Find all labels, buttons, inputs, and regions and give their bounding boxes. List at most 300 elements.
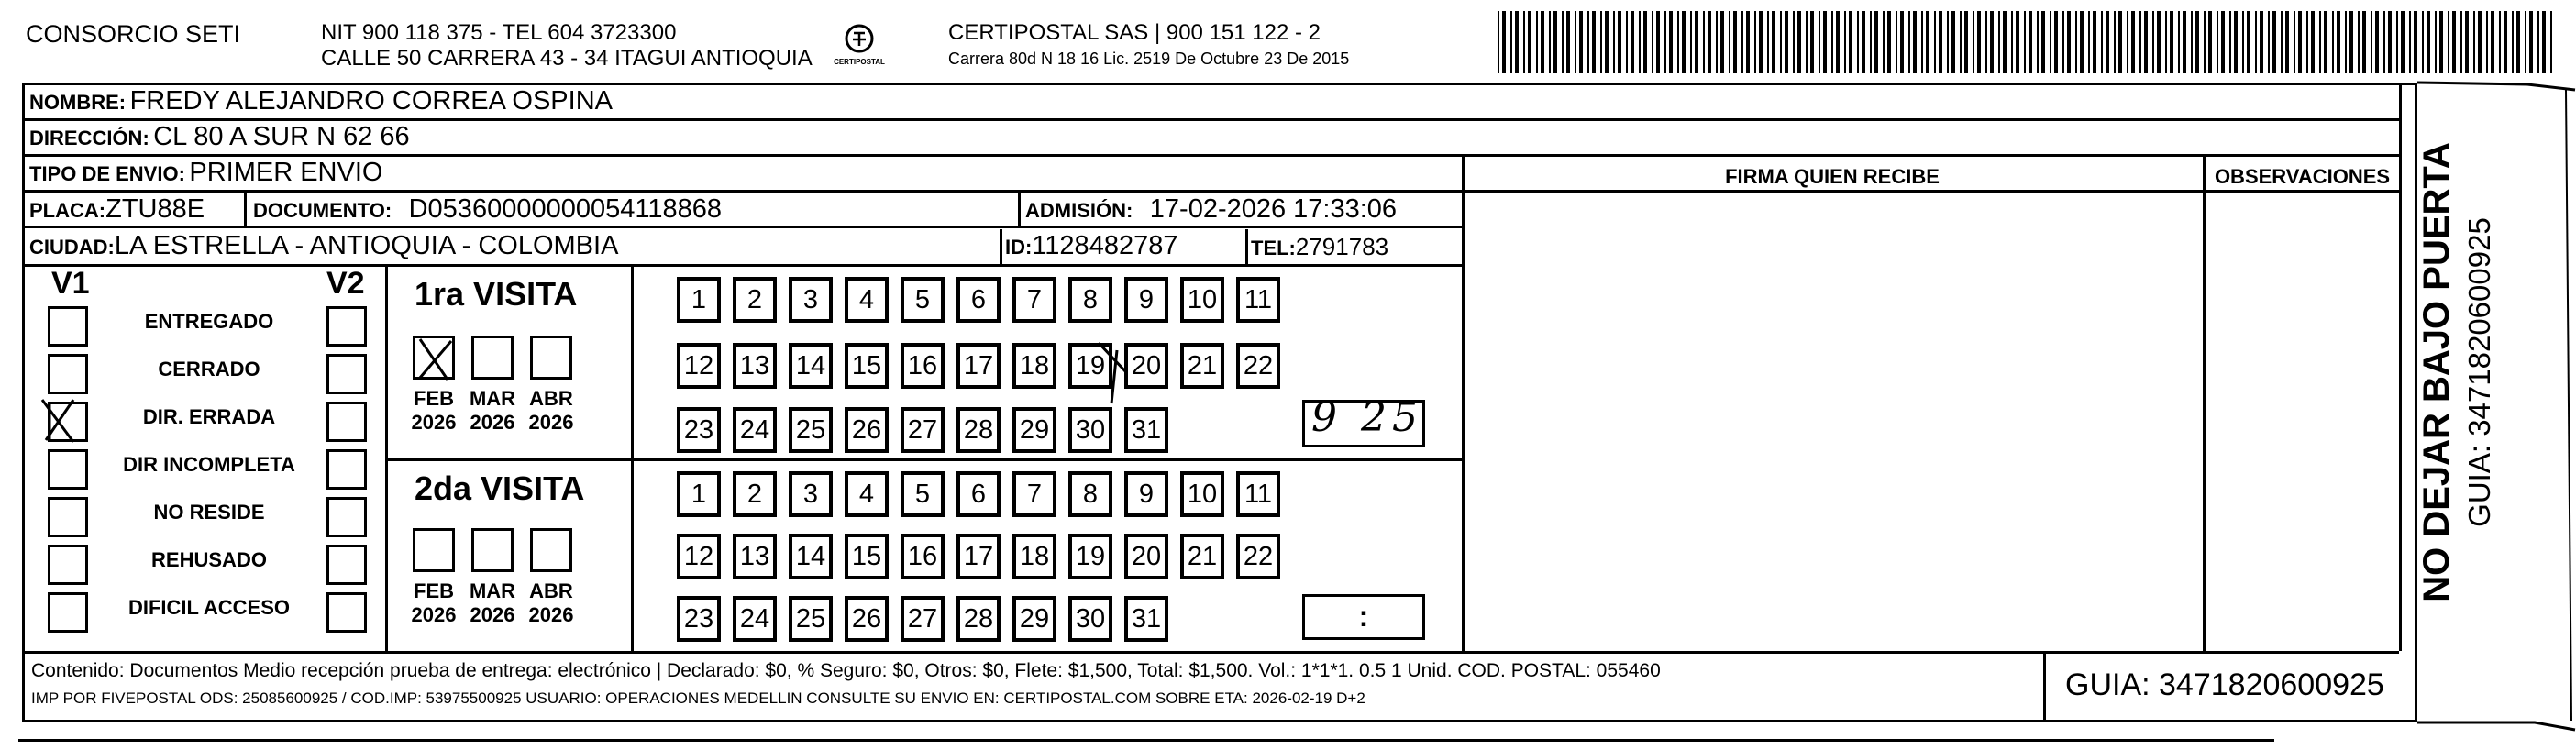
barcode-bar	[2272, 11, 2276, 73]
barcode-bar	[1579, 11, 1583, 73]
barcode-bar	[1652, 11, 1653, 73]
barcode-bar	[1523, 11, 1525, 73]
v2-checkbox[interactable]	[326, 497, 367, 537]
barcode-bar	[2504, 11, 2507, 73]
day-box[interactable]: 16	[901, 534, 945, 579]
day-box[interactable]: 17	[956, 534, 1001, 579]
day-box[interactable]: 14	[789, 343, 833, 389]
id-label: ID:	[1005, 236, 1033, 259]
day-box[interactable]: 1	[677, 471, 721, 517]
col-line	[1018, 190, 1021, 226]
barcode-bar	[2375, 11, 2379, 73]
v1-label: V1	[51, 266, 90, 301]
col-line	[1245, 229, 1248, 264]
direccion-label: DIRECCIÓN:	[29, 127, 149, 149]
v2-checkbox[interactable]	[326, 545, 367, 585]
v1-checkbox[interactable]	[48, 497, 88, 537]
day-box[interactable]: 22	[1236, 343, 1280, 389]
month-checkbox[interactable]	[530, 336, 572, 380]
barcode-bar	[2319, 11, 2321, 73]
month-label: FEB	[414, 579, 454, 602]
side-guia: GUIA: 3471820600925	[2462, 217, 2496, 527]
v1-checkbox[interactable]	[48, 545, 88, 585]
barcode-bar	[1939, 11, 1942, 73]
barcode-bar	[1566, 11, 1570, 73]
barcode-bar	[1587, 11, 1589, 73]
year-label: 2026	[470, 411, 515, 434]
barcode-bar	[2067, 11, 2071, 73]
day-box[interactable]: 11	[1236, 471, 1280, 517]
day-box[interactable]: 29	[1012, 596, 1056, 642]
barcode-bar	[2029, 11, 2032, 73]
day-box[interactable]: 15	[845, 534, 889, 579]
barcode-bar	[1921, 11, 1923, 73]
barcode-bar	[2349, 11, 2353, 73]
barcode-bar	[2118, 11, 2122, 73]
barcode-bar	[2525, 11, 2526, 73]
footer-imp-line: IMP POR FIVEPOSTAL ODS: 25085600925 / COD.IMP: 53975500925 USUARIO: OPERACIONES MEDELLIN CONSULTE SU ENVIO EN: CERTIPOSTAL.COM SOBRE ETA: 2026-02-19 D+2	[31, 689, 1365, 707]
barcode-bar	[1528, 11, 1531, 73]
day-box[interactable]: 25	[789, 407, 833, 453]
barcode-bar	[1575, 11, 1576, 73]
barcode-bar	[1977, 11, 1981, 73]
day-box[interactable]: 27	[901, 596, 945, 642]
col-line	[2399, 83, 2402, 651]
barcode-bar	[1990, 11, 1994, 73]
barcode-bar	[2448, 11, 2449, 73]
month-label: ABR	[529, 387, 573, 410]
handwritten-x-mark-icon	[409, 334, 460, 389]
barcode-bar	[2542, 11, 2546, 73]
tel-value: 2791783	[1295, 233, 1389, 260]
day-box[interactable]: 20	[1124, 343, 1168, 389]
first-visit-title: 1ra VISITA	[415, 275, 578, 313]
row-line	[22, 226, 1462, 228]
barcode-bar	[2106, 11, 2109, 73]
col-line	[2043, 651, 2046, 722]
barcode-bar	[1720, 11, 1724, 73]
barcode-bar	[2281, 11, 2283, 73]
barcode-bar	[2401, 11, 2405, 73]
barcode-bar	[2427, 11, 2430, 73]
day-box[interactable]: 19	[1068, 534, 1112, 579]
barcode-bar	[1870, 11, 1872, 73]
barcode-bar	[2255, 11, 2257, 73]
year-label: 2026	[470, 603, 515, 626]
barcode-bar	[1695, 11, 1698, 73]
direccion-value: CL 80 A SUR N 62 66	[153, 122, 410, 151]
status-item-label: CERRADO	[158, 358, 260, 381]
day-box[interactable]: 21	[1180, 534, 1224, 579]
barcode-bar	[1643, 11, 1647, 73]
barcode-bar	[2054, 11, 2058, 73]
barcode-bar	[1785, 11, 1788, 73]
day-box[interactable]: 18	[1012, 343, 1056, 389]
barcode	[1498, 11, 2559, 73]
barcode-bar	[1600, 11, 1602, 73]
footer-guia: GUIA: 3471820600925	[2065, 667, 2384, 702]
carrier-line: CERTIPOSTAL SAS | 900 151 122 - 2	[948, 20, 1321, 45]
col-line	[1000, 229, 1002, 264]
admision-row	[1025, 194, 1397, 225]
day-box[interactable]: 4	[845, 471, 889, 517]
barcode-bar	[1716, 11, 1718, 73]
barcode-bar	[1549, 11, 1551, 73]
barcode-bar	[2003, 11, 2007, 73]
handwritten-strike-icon	[1091, 336, 1137, 409]
day-box[interactable]: 9	[1124, 277, 1168, 323]
day-box[interactable]: 4	[845, 277, 889, 323]
barcode-bar	[1708, 11, 1711, 73]
barcode-bar	[1831, 11, 1833, 73]
day-box[interactable]: 20	[1124, 534, 1168, 579]
day-box[interactable]: 2	[733, 471, 777, 517]
day-box[interactable]: 2	[733, 277, 777, 323]
barcode-bar	[2268, 11, 2270, 73]
day-box[interactable]: 23	[677, 407, 721, 453]
barcode-bar	[2050, 11, 2051, 73]
barcode-bar	[1780, 11, 1782, 73]
month-label: ABR	[529, 579, 573, 602]
barcode-bar	[1823, 11, 1827, 73]
barcode-bar	[2345, 11, 2347, 73]
barcode-bar	[2260, 11, 2263, 73]
barcode-bar	[1626, 11, 1628, 73]
col-line	[2203, 154, 2206, 651]
year-label: 2026	[528, 411, 574, 434]
barcode-bar	[2088, 11, 2090, 73]
barcode-bar	[1498, 11, 1499, 73]
tipo-value: PRIMER ENVIO	[189, 158, 383, 187]
year-label: 2026	[411, 411, 457, 434]
day-box[interactable]: 6	[956, 277, 1001, 323]
barcode-bar	[2422, 11, 2424, 73]
second-visit-title: 2da VISITA	[415, 469, 585, 507]
certipostal-logo-icon	[831, 20, 888, 68]
row-line	[1462, 190, 2399, 193]
barcode-bar	[1874, 11, 1878, 73]
day-box[interactable]: 24	[733, 596, 777, 642]
barcode-bar	[1664, 11, 1666, 73]
barcode-bar	[2409, 11, 2411, 73]
barcode-bar	[2486, 11, 2488, 73]
barcode-bar	[2208, 11, 2212, 73]
day-box[interactable]: 13	[733, 534, 777, 579]
barcode-bar	[2152, 11, 2154, 73]
day-box[interactable]: 3	[789, 277, 833, 323]
barcode-bar	[2165, 11, 2167, 73]
col-line	[385, 264, 388, 651]
v1-checkbox[interactable]	[48, 306, 88, 347]
v1-checkbox[interactable]	[48, 354, 88, 394]
v1-checkbox[interactable]	[48, 449, 88, 490]
barcode-bar	[1985, 11, 1987, 73]
ciudad-value: LA ESTRELLA - ANTIOQUIA - COLOMBIA	[114, 231, 619, 260]
barcode-bar	[2024, 11, 2026, 73]
barcode-bar	[2170, 11, 2173, 73]
address-line: CALLE 50 CARRERA 43 - 34 ITAGUI ANTIOQUIA	[321, 46, 813, 71]
barcode-bar	[2306, 11, 2308, 73]
second-time-box: :	[1302, 594, 1425, 640]
admision-value: 17-02-2026 17:33:06	[1149, 194, 1398, 224]
month-label: MAR	[469, 579, 516, 602]
day-box[interactable]: 5	[901, 277, 945, 323]
day-box[interactable]: 17	[956, 343, 1001, 389]
day-box[interactable]: 6	[956, 471, 1001, 517]
barcode-bar	[1605, 11, 1609, 73]
footer-content-line: Contenido: Documentos Medio recepción prueba de entrega: electrónico | Declarado: $0, % Seguro: $0, Otros: $0, Flete: $1,500, Total: $1,500. Vol.: 1*1*1. 0.5 1 Unid. COD. POSTAL: 055460	[31, 660, 1661, 681]
col-line	[244, 190, 247, 226]
barcode-bar	[2183, 11, 2186, 73]
barcode-bar	[2247, 11, 2250, 73]
barcode-bar	[1677, 11, 1679, 73]
day-box[interactable]: 11	[1236, 277, 1280, 323]
v2-checkbox[interactable]	[326, 306, 367, 347]
barcode-bar	[1729, 11, 1730, 73]
barcode-bar	[1631, 11, 1634, 73]
barcode-bar	[2478, 11, 2482, 73]
barcode-bar	[2037, 11, 2039, 73]
barcode-bar	[2234, 11, 2238, 73]
barcode-bar	[1690, 11, 1692, 73]
barcode-bar	[1951, 11, 1955, 73]
barcode-bar	[1947, 11, 1949, 73]
day-box[interactable]: 28	[956, 407, 1001, 453]
placa-label: PLACA:	[29, 199, 106, 222]
barcode-bar	[1502, 11, 1506, 73]
day-box[interactable]: 31	[1124, 596, 1168, 642]
v2-label: V2	[326, 266, 365, 301]
barcode-bar	[2217, 11, 2218, 73]
v2-checkbox[interactable]	[326, 592, 367, 633]
tel-row	[1251, 233, 1388, 261]
v2-checkbox[interactable]	[326, 354, 367, 394]
nit-line: NIT 900 118 375 - TEL 604 3723300	[321, 20, 677, 45]
barcode-bar	[2439, 11, 2443, 73]
day-box[interactable]: 8	[1068, 277, 1112, 323]
placa-value: ZTU88E	[105, 194, 205, 224]
barcode-bar	[2550, 11, 2552, 73]
barcode-bar	[1772, 11, 1775, 73]
nombre-label: NOMBRE:	[29, 91, 127, 114]
day-box[interactable]: 1	[677, 277, 721, 323]
barcode-bar	[1797, 11, 1801, 73]
day-box[interactable]: 7	[1012, 277, 1056, 323]
barcode-bar	[1810, 11, 1814, 73]
barcode-bar	[1900, 11, 1904, 73]
day-box[interactable]: 27	[901, 407, 945, 453]
barcode-bar	[2473, 11, 2475, 73]
barcode-bar	[2080, 11, 2084, 73]
day-box[interactable]: 25	[789, 596, 833, 642]
barcode-bar	[1934, 11, 1936, 73]
barcode-bar	[1639, 11, 1641, 73]
bottom-line	[18, 739, 2274, 742]
barcode-bar	[1887, 11, 1891, 73]
day-box[interactable]: 29	[1012, 407, 1056, 453]
barcode-bar	[1618, 11, 1621, 73]
barcode-bar	[1926, 11, 1929, 73]
barcode-bar	[1844, 11, 1846, 73]
barcode-bar	[1733, 11, 1737, 73]
v1-checkbox[interactable]	[48, 592, 88, 633]
documento-row	[253, 194, 722, 225]
day-box[interactable]: 10	[1180, 471, 1224, 517]
status-item-label: REHUSADO	[151, 548, 267, 571]
day-box[interactable]: 22	[1236, 534, 1280, 579]
day-box[interactable]: 21	[1180, 343, 1224, 389]
day-box[interactable]: 13	[733, 343, 777, 389]
id-row	[1005, 231, 1177, 261]
id-value: 1128482787	[1032, 231, 1178, 260]
barcode-bar	[1836, 11, 1840, 73]
ciudad-row	[29, 231, 618, 261]
documento-value: D05360000000054118868	[408, 194, 722, 224]
row-line	[22, 154, 2399, 157]
handwritten-x-mark-icon	[33, 394, 84, 449]
barcode-bar	[2011, 11, 2013, 73]
month-checkbox[interactable]	[530, 528, 572, 572]
month-checkbox[interactable]	[471, 528, 514, 572]
first-time-handwritten: 9 25	[1311, 394, 1423, 441]
barcode-bar	[1541, 11, 1544, 73]
day-box[interactable]: 16	[901, 343, 945, 389]
day-box[interactable]: 30	[1068, 407, 1112, 453]
barcode-bar	[2114, 11, 2116, 73]
barcode-bar	[2178, 11, 2180, 73]
day-box[interactable]: 26	[845, 596, 889, 642]
day-box[interactable]: 3	[789, 471, 833, 517]
barcode-bar	[2332, 11, 2334, 73]
barcode-bar	[2465, 11, 2469, 73]
logo-text: CERTIPOSTAL	[834, 58, 885, 66]
barcode-bar	[1767, 11, 1769, 73]
barcode-bar	[2127, 11, 2128, 73]
barcode-bar	[2452, 11, 2456, 73]
barcode-bar	[1592, 11, 1596, 73]
v2-checkbox[interactable]	[326, 449, 367, 490]
barcode-bar	[2324, 11, 2327, 73]
ciudad-label: CIUDAD:	[29, 236, 115, 259]
barcode-bar	[2144, 11, 2148, 73]
observaciones-label: OBSERVACIONES	[2214, 165, 2391, 188]
day-box[interactable]: 12	[677, 534, 721, 579]
barcode-bar	[2195, 11, 2199, 73]
barcode-bar	[1741, 11, 1743, 73]
barcode-bar	[2491, 11, 2494, 73]
barcode-bar	[2062, 11, 2064, 73]
tipo-row	[29, 158, 382, 188]
col-line	[631, 264, 634, 651]
barcode-bar	[1964, 11, 1968, 73]
col-line	[1462, 154, 1465, 651]
row-line	[22, 118, 2399, 121]
day-box[interactable]: 9	[1124, 471, 1168, 517]
barcode-bar	[2016, 11, 2019, 73]
barcode-bar	[2396, 11, 2398, 73]
barcode-bar	[1857, 11, 1859, 73]
status-item-label: DIR. ERRADA	[142, 405, 276, 428]
day-box[interactable]: 10	[1180, 277, 1224, 323]
day-box[interactable]: 30	[1068, 596, 1112, 642]
barcode-bar	[2157, 11, 2161, 73]
day-box[interactable]: 18	[1012, 534, 1056, 579]
month-checkbox[interactable]	[471, 336, 514, 380]
documento-label: DOCUMENTO:	[253, 199, 392, 222]
barcode-bar	[1656, 11, 1660, 73]
barcode-bar	[1913, 11, 1917, 73]
direccion-row	[29, 122, 410, 152]
admision-label: ADMISIÓN:	[1025, 199, 1133, 222]
barcode-bar	[1553, 11, 1557, 73]
nombre-row	[29, 86, 613, 116]
year-label: 2026	[411, 603, 457, 626]
barcode-bar	[2242, 11, 2244, 73]
barcode-bar	[2460, 11, 2462, 73]
barcode-bar	[1998, 11, 2000, 73]
barcode-bar	[1746, 11, 1750, 73]
day-box[interactable]: 31	[1124, 407, 1168, 453]
barcode-bar	[1759, 11, 1763, 73]
barcode-bar	[2221, 11, 2225, 73]
barcode-bar	[1515, 11, 1519, 73]
day-box[interactable]: 5	[901, 471, 945, 517]
day-box[interactable]: 19	[1068, 343, 1112, 389]
barcode-bar	[2358, 11, 2360, 73]
day-box[interactable]: 23	[677, 596, 721, 642]
day-box[interactable]: 8	[1068, 471, 1112, 517]
day-box[interactable]: 24	[733, 407, 777, 453]
day-box[interactable]: 28	[956, 596, 1001, 642]
month-checkbox[interactable]	[413, 528, 455, 572]
row-line	[385, 458, 1462, 461]
v2-checkbox[interactable]	[326, 402, 367, 442]
barcode-bar	[1682, 11, 1686, 73]
row-line	[22, 264, 1462, 267]
barcode-bar	[2191, 11, 2193, 73]
barcode-bar	[2298, 11, 2302, 73]
barcode-bar	[2093, 11, 2096, 73]
day-box[interactable]: 7	[1012, 471, 1056, 517]
barcode-bar	[2311, 11, 2315, 73]
day-box[interactable]: 15	[845, 343, 889, 389]
day-box[interactable]: 12	[677, 343, 721, 389]
barcode-bar	[1819, 11, 1820, 73]
status-item-label: DIFICIL ACCESO	[127, 596, 290, 619]
barcode-bar	[2229, 11, 2231, 73]
barcode-bar	[1896, 11, 1897, 73]
day-box[interactable]: 14	[789, 534, 833, 579]
barcode-bar	[2204, 11, 2206, 73]
barcode-bar	[2414, 11, 2417, 73]
status-item-label: DIR INCOMPLETA	[123, 453, 295, 476]
barcode-bar	[2516, 11, 2520, 73]
barcode-bar	[2435, 11, 2437, 73]
day-box[interactable]: 26	[845, 407, 889, 453]
barcode-bar	[2371, 11, 2372, 73]
barcode-bar	[1960, 11, 1962, 73]
side-notice: NO DEJAR BAJO PUERTA	[2416, 142, 2457, 602]
placa-row	[29, 194, 205, 225]
barcode-bar	[1613, 11, 1615, 73]
tipo-label: TIPO DE ENVIO:	[29, 162, 185, 185]
barcode-bar	[2139, 11, 2141, 73]
barcode-bar	[1754, 11, 1756, 73]
company-name: CONSORCIO SETI	[26, 20, 241, 48]
barcode-bar	[2337, 11, 2340, 73]
year-label: 2026	[528, 603, 574, 626]
barcode-bar	[2512, 11, 2514, 73]
